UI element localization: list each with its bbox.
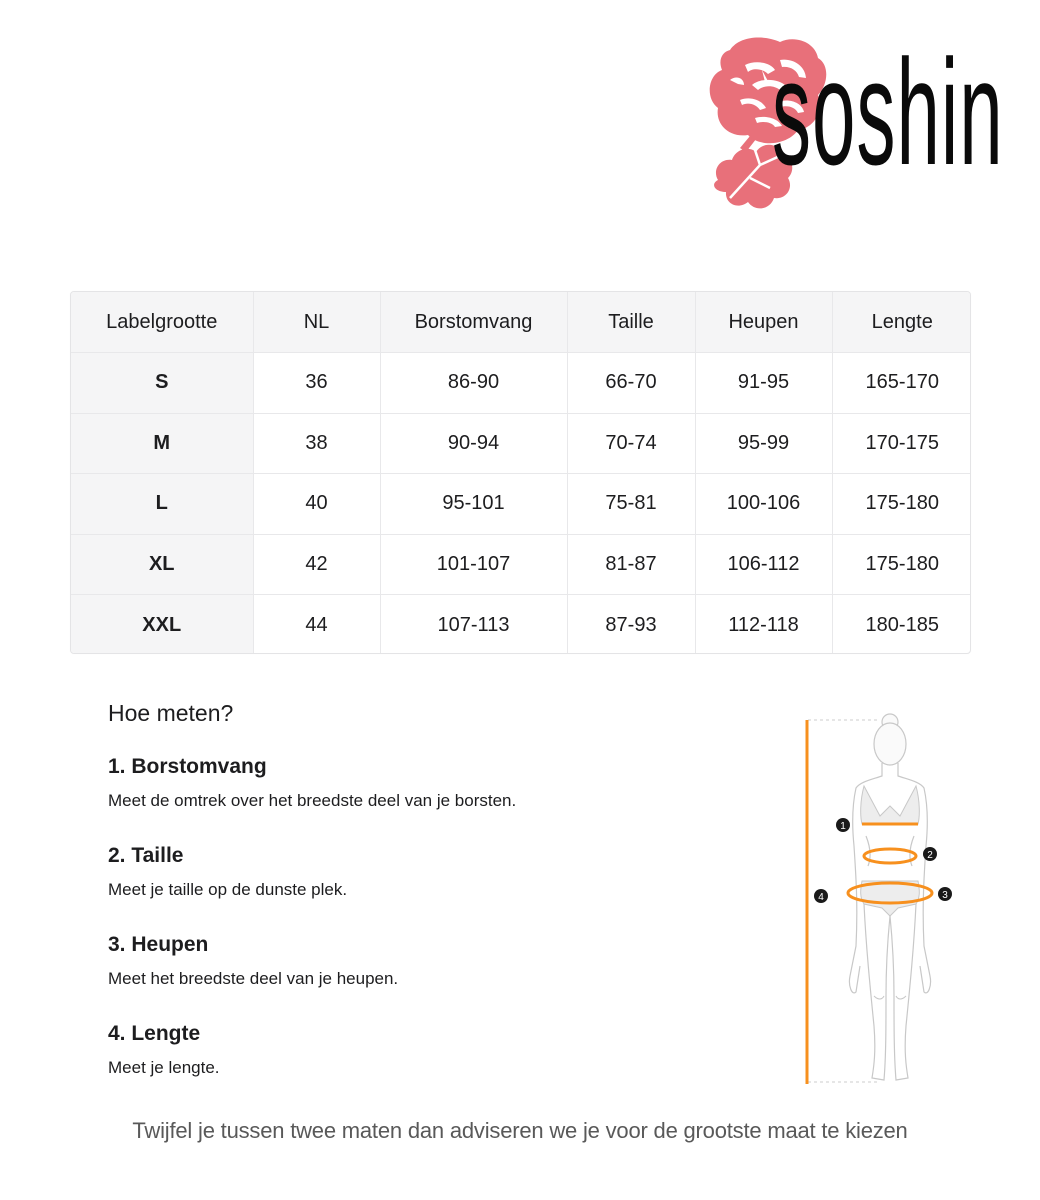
marker-2-icon — [923, 847, 937, 861]
cell-taille: 75-81 — [567, 474, 695, 535]
header-borstomvang: Borstomvang — [380, 292, 567, 353]
svg-text:1: 1 — [840, 821, 846, 832]
cell-lengte: 175-180 — [832, 474, 971, 535]
cell-lengte: 165-170 — [832, 353, 971, 414]
svg-text:4: 4 — [818, 892, 824, 903]
cell-taille: 81-87 — [567, 534, 695, 595]
table-row — [71, 413, 971, 474]
cell-borstomvang: 101-107 — [380, 534, 567, 595]
brand-logo — [700, 30, 1015, 215]
how-to-measure-section — [108, 696, 728, 1108]
size-label: XXL — [71, 595, 253, 655]
cell-borstomvang: 95-101 — [380, 474, 567, 535]
table-row — [71, 474, 971, 535]
size-label: S — [71, 353, 253, 414]
step-title: 4. Lengte — [108, 1022, 201, 1045]
cell-nl: 38 — [253, 413, 380, 474]
header-labelgrootte: Labelgrootte — [71, 292, 253, 353]
step-taille — [108, 841, 728, 905]
table-header-row — [71, 292, 971, 353]
step-title: 2. Taille — [108, 844, 184, 867]
cell-taille: 87-93 — [567, 595, 695, 655]
size-label: M — [71, 413, 253, 474]
size-label: L — [71, 474, 253, 535]
cell-taille: 70-74 — [567, 413, 695, 474]
header-heupen: Heupen — [695, 292, 832, 353]
marker-3-icon — [938, 887, 952, 901]
step-title: 1. Borstomvang — [108, 755, 267, 778]
size-chart-table — [70, 291, 971, 654]
cell-heupen: 100-106 — [695, 474, 832, 535]
header-nl: NL — [253, 292, 380, 353]
cell-borstomvang: 107-113 — [380, 595, 567, 655]
cell-heupen: 95-99 — [695, 413, 832, 474]
table-row — [71, 353, 971, 414]
step-description: Meet het breedste deel van je heupen. — [108, 969, 399, 988]
size-advice-note: Twijfel je tussen twee maten dan adviseren we je voor de grootste maat te kiezen — [132, 1118, 908, 1143]
header-lengte: Lengte — [832, 292, 971, 353]
cell-lengte: 180-185 — [865, 613, 939, 636]
body-measurement-figure — [800, 706, 970, 1090]
header-taille: Taille — [567, 292, 695, 353]
svg-text:3: 3 — [942, 890, 948, 901]
marker-1-icon — [836, 818, 850, 832]
size-label: XL — [71, 534, 253, 595]
step-borstomvang — [108, 752, 728, 816]
brand-name: soshin — [772, 28, 1004, 196]
cell-nl: 40 — [253, 474, 380, 535]
step-description: Meet je lengte. — [108, 1058, 220, 1077]
cell-heupen: 91-95 — [695, 353, 832, 414]
cell-borstomvang: 86-90 — [380, 353, 567, 414]
section-title: Hoe meten? — [108, 700, 234, 726]
cell-nl: 44 — [253, 595, 380, 655]
step-heupen — [108, 930, 728, 994]
cell-heupen: 112-118 — [695, 595, 832, 655]
cell-borstomvang: 90-94 — [380, 413, 567, 474]
step-description: Meet je taille op de dunste plek. — [108, 880, 348, 899]
marker-4-icon — [814, 889, 828, 903]
svg-text:2: 2 — [927, 850, 933, 861]
cell-nl: 42 — [253, 534, 380, 595]
step-lengte — [108, 1019, 728, 1083]
cell-taille: 66-70 — [567, 353, 695, 414]
step-title: 3. Heupen — [108, 933, 209, 956]
step-description: Meet de omtrek over het breedste deel van je borsten. — [108, 791, 517, 810]
cell-lengte: 170-175 — [832, 413, 971, 474]
table-row — [71, 534, 971, 595]
cell-nl: 36 — [253, 353, 380, 414]
cell-lengte: 175-180 — [832, 534, 971, 595]
cell-heupen: 106-112 — [695, 534, 832, 595]
table-row — [71, 595, 971, 655]
body-silhouette-icon — [800, 706, 970, 1090]
